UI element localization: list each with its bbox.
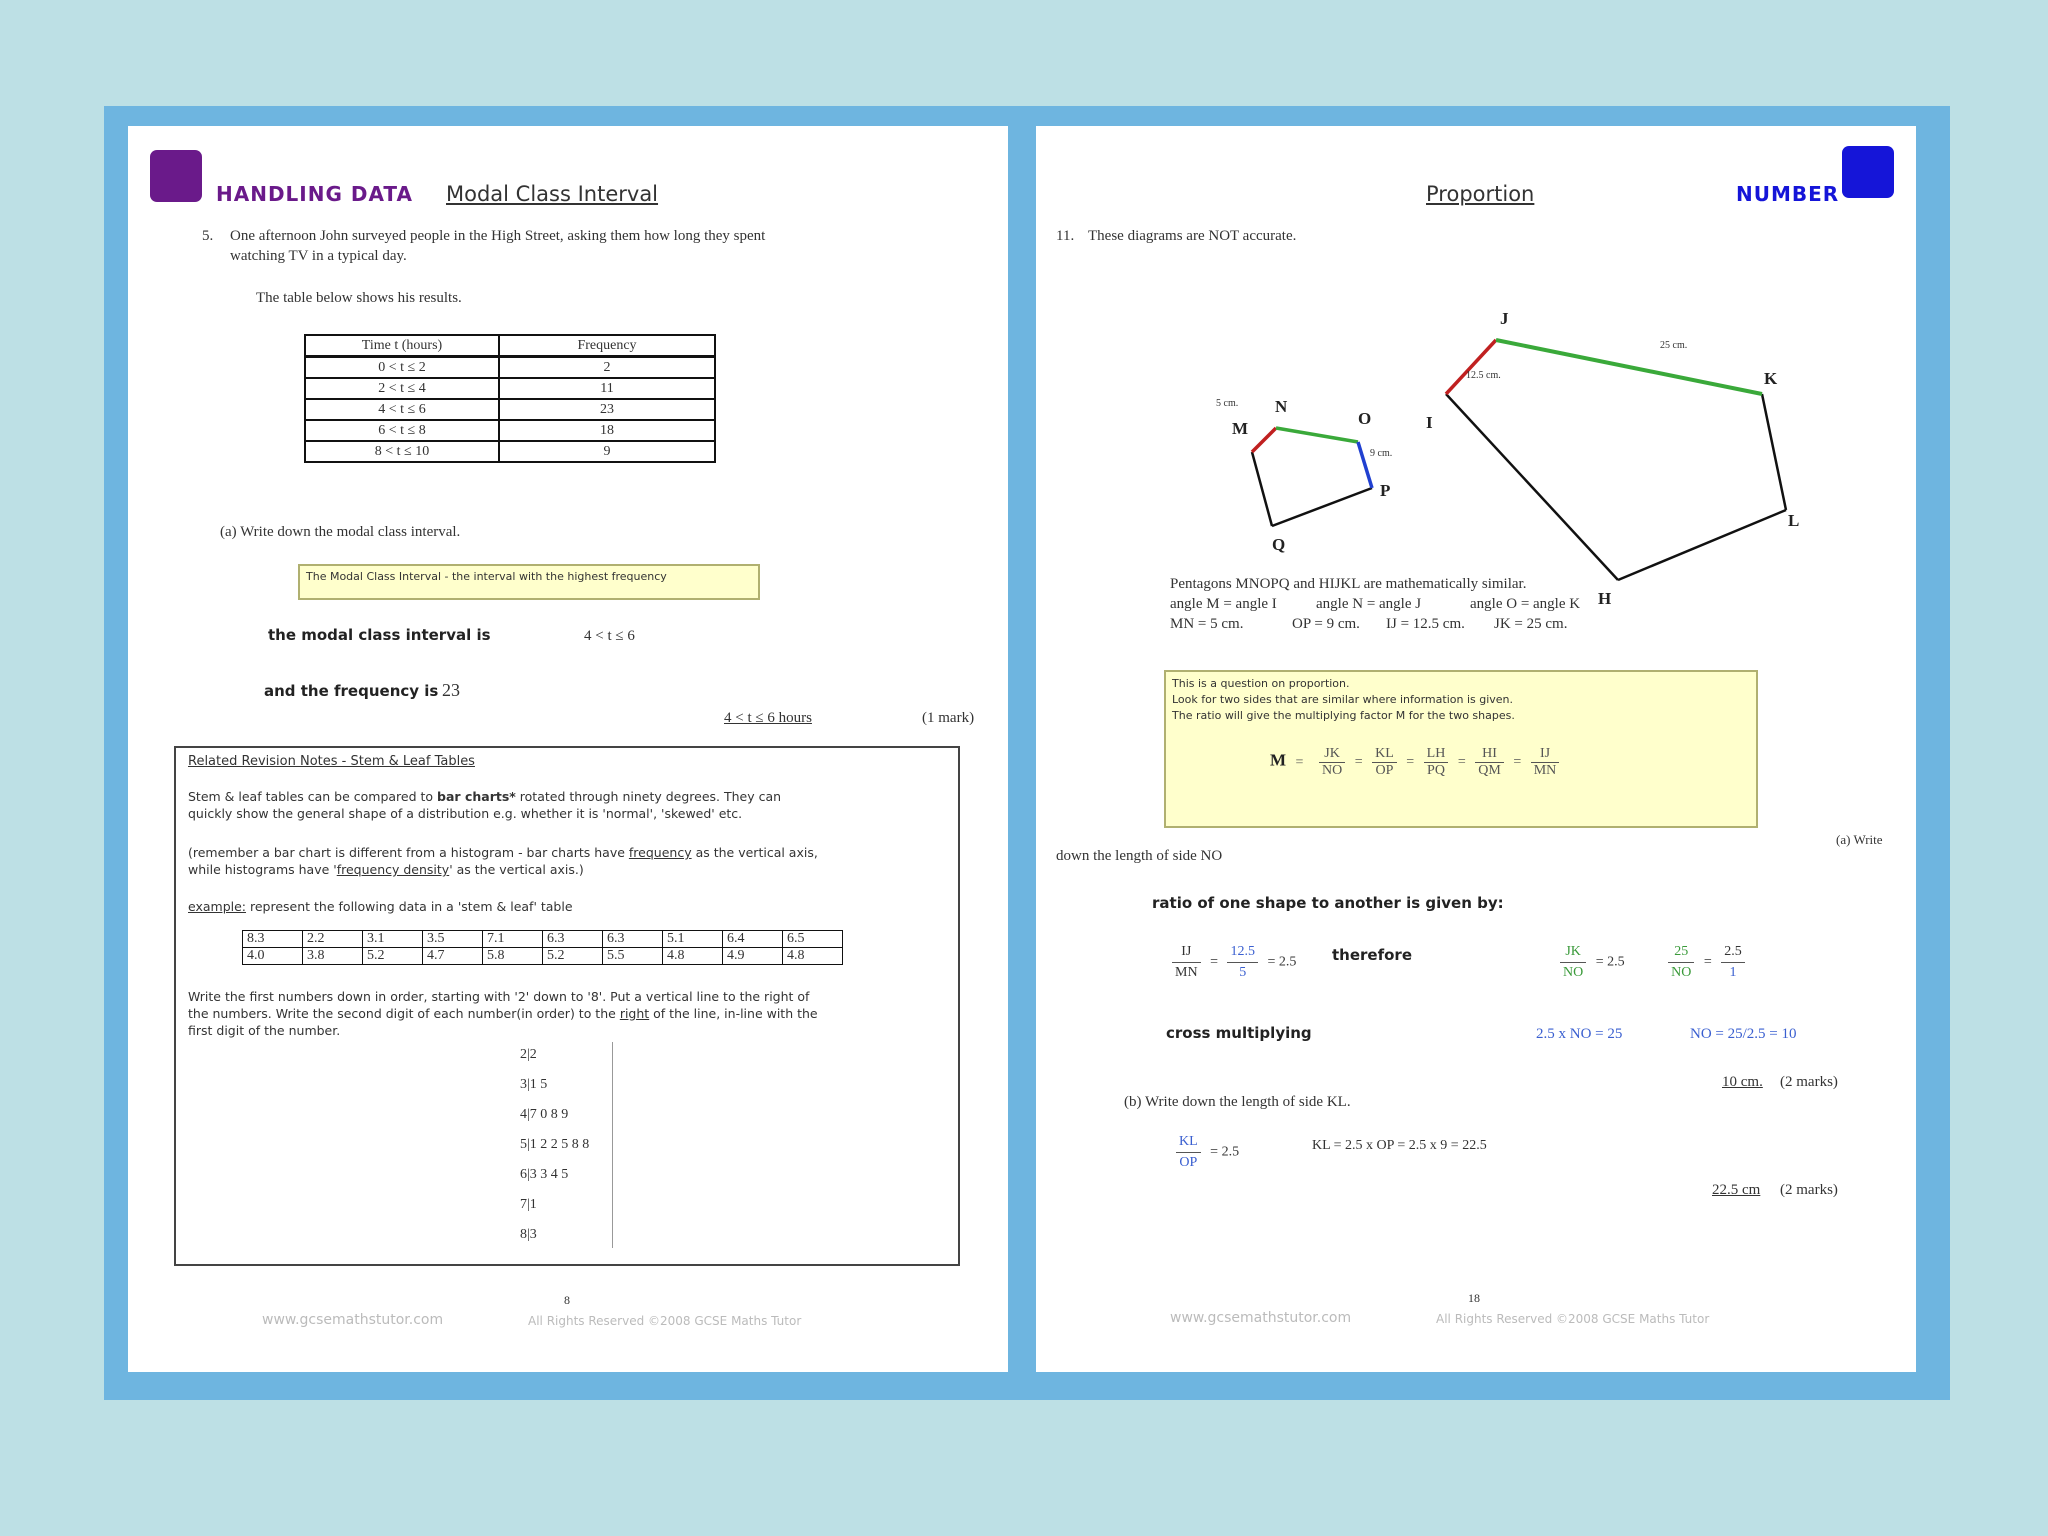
fraction <box>1560 942 1586 983</box>
notes-example <box>188 898 948 915</box>
denominator: MN <box>1533 763 1557 778</box>
label-l: L <box>1788 511 1800 530</box>
notes-text: rotated through ninety degrees. They can <box>515 789 782 804</box>
label-i: I <box>1426 413 1433 432</box>
notes-text: as the vertical axis, <box>691 845 818 860</box>
mark-text: (1 mark) <box>922 710 975 726</box>
hint-text: The Modal Class Interval - the interval with the highest frequency <box>306 570 667 583</box>
left-page <box>128 126 1008 1372</box>
ratio-result: = 2.5 <box>1595 954 1625 970</box>
denominator: NO <box>1563 965 1584 980</box>
equals: = <box>1354 754 1363 770</box>
table-row <box>305 378 715 399</box>
frequency-table <box>304 334 716 463</box>
modal-value: 4 < t ≤ 6 <box>584 628 635 644</box>
cross-step-1: 2.5 x NO = 25 <box>1536 1026 1623 1042</box>
fraction <box>1227 942 1258 983</box>
book-frame <box>104 106 1950 1400</box>
table-cell: 2.2 <box>303 931 363 948</box>
table-cell: 6.3 <box>603 931 663 948</box>
table-cell: 4.0 <box>243 948 303 965</box>
part-a-tail: (a) Write <box>1836 832 1883 847</box>
table-header: Frequency <box>499 335 715 357</box>
edge-hl <box>1618 510 1786 580</box>
topic-heading: Modal Class Interval <box>446 182 659 206</box>
fraction <box>1176 1132 1201 1173</box>
length-ij-text: IJ = 12.5 cm. <box>1386 616 1465 632</box>
notes-title: Related Revision Notes - Stem & Leaf Tables <box>188 754 475 769</box>
notes-underlined: right <box>619 1006 650 1021</box>
number-square-icon <box>1842 146 1894 198</box>
notes-paragraph-2 <box>188 844 948 878</box>
page-number: 8 <box>564 1293 570 1307</box>
table-cell: 5.5 <box>603 948 663 965</box>
fraction <box>1172 942 1201 983</box>
cross-step-2: NO = 25/2.5 = 10 <box>1690 1026 1797 1042</box>
numerator: 2.5 <box>1721 942 1745 963</box>
numerator: KL <box>1176 1132 1201 1153</box>
table-cell: 9 <box>499 441 715 462</box>
numerator: JK <box>1560 942 1586 963</box>
part-a-question: down the length of side NO <box>1056 848 1223 864</box>
numerator: LH <box>1424 746 1449 763</box>
table-cell: 3.1 <box>363 931 423 948</box>
edge-qp <box>1272 488 1372 526</box>
table-row <box>305 441 715 462</box>
edge-jk <box>1496 340 1762 394</box>
equals: = <box>1295 754 1304 770</box>
denominator: 5 <box>1239 965 1247 980</box>
question-number: 5. <box>202 228 214 244</box>
subject-heading: NUMBER <box>1736 182 1840 206</box>
page-number: 18 <box>1468 1291 1480 1305</box>
edge-mn <box>1252 428 1276 452</box>
edge-ij <box>1446 340 1496 394</box>
notes-paragraph-1 <box>188 788 948 822</box>
table-row <box>305 357 715 379</box>
notes-underlined: frequency density <box>336 862 450 877</box>
stem-row: 3|1 5 <box>520 1077 548 1092</box>
edge-ih <box>1446 394 1618 580</box>
therefore-label: therefore <box>1332 946 1412 964</box>
answer-b: 22.5 cm <box>1712 1182 1761 1198</box>
fraction <box>1475 746 1504 779</box>
edge-no <box>1276 428 1358 442</box>
table-cell: 6.5 <box>783 931 843 948</box>
stem-row: 5|1 2 2 5 8 8 <box>520 1137 590 1152</box>
table-cell: 4.8 <box>783 948 843 965</box>
table-cell: 5.8 <box>483 948 543 965</box>
angle-m: angle M = angle I <box>1170 596 1277 612</box>
m-symbol: M <box>1270 750 1287 770</box>
table-cell: 3.5 <box>423 931 483 948</box>
label-h: H <box>1598 589 1612 608</box>
table-cell: 3.8 <box>303 948 363 965</box>
stem-leaf-data-table <box>242 930 843 965</box>
notes-text: the numbers. Write the second digit of each number(in order) to the <box>188 1006 620 1021</box>
denominator: 1 <box>1729 965 1737 980</box>
hint-text: Look for two sides that are similar where information is given. <box>1172 693 1514 706</box>
edge-mq <box>1252 452 1272 526</box>
ratio-formula <box>1270 746 1565 779</box>
hint-text: This is a question on proportion. <box>1172 677 1350 690</box>
topic-heading: Proportion <box>1426 182 1535 206</box>
therefore-calc: $\frac{JK}{NO}$ = 2.5 $\frac{25}{NO}$ = $\frac{2.5}{1}$ <box>1554 942 1751 983</box>
label-p: P <box>1380 481 1391 500</box>
table-row <box>243 931 843 948</box>
length-jk-text: JK = 25 cm. <box>1494 616 1568 632</box>
frequency-value: 23 <box>442 680 460 700</box>
marks-b: (2 marks) <box>1780 1182 1838 1198</box>
denominator: PQ <box>1427 763 1445 778</box>
question-number: 11. <box>1056 228 1075 244</box>
denominator: NO <box>1321 763 1343 778</box>
part-b-question: (b) Write down the length of side KL. <box>1124 1094 1351 1110</box>
table-header: Time t (hours) <box>305 335 499 357</box>
notes-text: (remember a bar chart is different from a histogram - bar charts have <box>188 845 629 860</box>
kl-ratio <box>1170 1132 1239 1173</box>
fraction <box>1721 942 1745 983</box>
fraction <box>1319 746 1345 779</box>
label-m: M <box>1232 419 1249 438</box>
fraction <box>1424 746 1449 779</box>
table-cell: 8.3 <box>243 931 303 948</box>
fraction <box>1668 942 1694 983</box>
angle-n: angle N = angle J <box>1316 596 1422 612</box>
ratio-statement: ratio of one shape to another is given by: <box>1152 894 1504 912</box>
label-j: J <box>1500 309 1509 328</box>
footer-site: www.gcsemathstutor.com <box>1170 1310 1352 1326</box>
stem-row: 7|1 <box>520 1197 537 1212</box>
question-text: These diagrams are NOT accurate. <box>1088 228 1297 244</box>
hint-box <box>298 564 760 600</box>
table-cell: 7.1 <box>483 931 543 948</box>
frequency-label: and the frequency is <box>264 682 439 700</box>
table-cell: 18 <box>499 420 715 441</box>
handling-data-square-icon <box>150 150 202 202</box>
example-label: example: <box>188 899 247 914</box>
denominator: MN <box>1175 965 1198 980</box>
part-a-question: (a) Write down the modal class interval. <box>220 524 461 540</box>
length-mn: 5 cm. <box>1216 398 1239 409</box>
label-k: K <box>1764 369 1778 388</box>
length-jk: 25 cm. <box>1660 340 1688 351</box>
question-text-line1: One afternoon John surveyed people in the High Street, asking them how long they spent <box>230 228 766 244</box>
table-cell: 4.8 <box>663 948 723 965</box>
notes-text: of the line, in-line with the <box>649 1006 818 1021</box>
table-cell: 4.9 <box>723 948 783 965</box>
label-o: O <box>1358 409 1372 428</box>
pentagon-mnopq <box>1252 428 1372 526</box>
hint-text: The ratio will give the multiplying factor M for the two shapes. <box>1172 709 1515 722</box>
proportion-hint-box <box>1164 670 1758 828</box>
footer-rights: All Rights Reserved ©2008 GCSE Maths Tutor <box>1436 1312 1710 1326</box>
stem-leaf-diagram <box>520 1040 589 1250</box>
table-intro: The table below shows his results. <box>256 290 462 306</box>
notes-bold: bar charts* <box>437 789 516 804</box>
label-q: Q <box>1272 535 1286 554</box>
footer-site: www.gcsemathstutor.com <box>262 1312 444 1328</box>
numerator: KL <box>1372 746 1397 763</box>
denominator: QM <box>1478 763 1501 778</box>
equals: = <box>1513 754 1522 770</box>
fraction <box>1372 746 1397 779</box>
equals: = <box>1457 754 1466 770</box>
denominator: OP <box>1179 1155 1198 1170</box>
answer-a: 10 cm. <box>1722 1074 1763 1090</box>
angle-o: angle O = angle K <box>1470 596 1581 612</box>
revision-notes-box <box>174 746 960 1266</box>
question-text-line2: watching TV in a typical day. <box>230 248 407 264</box>
table-cell: 23 <box>499 399 715 420</box>
stem-divider <box>612 1042 613 1248</box>
notes-text: Write the first numbers down in order, starting with '2' down to '8'. Put a vertical line to the right of <box>188 989 810 1004</box>
label-n: N <box>1275 397 1288 416</box>
cross-multiplying-label: cross multiplying <box>1166 1024 1312 1042</box>
table-row <box>305 399 715 420</box>
table-cell: 5.2 <box>543 948 603 965</box>
subject-heading: HANDLING DATA <box>216 182 413 206</box>
notes-text: represent the following data in a 'stem & leaf' table <box>246 899 573 914</box>
hint-lines <box>1172 676 1515 724</box>
notes-text: ' as the vertical axis.) <box>449 862 584 877</box>
footer-rights: All Rights Reserved ©2008 GCSE Maths Tutor <box>528 1314 802 1328</box>
denominator: OP <box>1375 763 1394 778</box>
stem-row: 2|2 <box>520 1047 537 1062</box>
ratio-calc: $\frac{IJ}{MN}$ = $\frac{12.5}{5}$ = 2.5 <box>1166 942 1296 983</box>
notes-instructions <box>188 988 952 1039</box>
numerator: IJ <box>1531 746 1560 763</box>
table-cell: 5.1 <box>663 931 723 948</box>
table-cell: 4 < t ≤ 6 <box>305 399 499 420</box>
table-cell: 11 <box>499 378 715 399</box>
numerator: HI <box>1475 746 1504 763</box>
kl-calculation: KL = 2.5 x OP = 2.5 x 9 = 22.5 <box>1312 1138 1487 1153</box>
table-cell: 4.7 <box>423 948 483 965</box>
table-cell: 0 < t ≤ 2 <box>305 357 499 379</box>
stem-row: 6|3 3 4 5 <box>520 1167 569 1182</box>
numerator: 25 <box>1668 942 1694 963</box>
table-cell: 5.2 <box>363 948 423 965</box>
notes-text: first digit of the number. <box>188 1023 341 1038</box>
table-cell: 6 < t ≤ 8 <box>305 420 499 441</box>
notes-text: quickly show the general shape of a distribution e.g. whether it is 'normal', 'skewed' etc. <box>188 806 743 821</box>
modal-label: the modal class interval is <box>268 626 491 644</box>
notes-text: while histograms have ' <box>188 862 337 877</box>
length-mn-text: MN = 5 cm. <box>1170 616 1244 632</box>
notes-underlined: frequency <box>628 845 692 860</box>
stem-row: 4|7 0 8 9 <box>520 1107 569 1122</box>
length-ij: 12.5 cm. <box>1466 370 1501 381</box>
numerator: IJ <box>1172 942 1201 963</box>
table-row <box>243 948 843 965</box>
denominator: NO <box>1671 965 1692 980</box>
table-cell: 2 <box>499 357 715 379</box>
table-row <box>305 420 715 441</box>
numerator: 12.5 <box>1227 942 1258 963</box>
edge-lk <box>1762 394 1786 510</box>
table-cell: 6.3 <box>543 931 603 948</box>
table-cell: 8 < t ≤ 10 <box>305 441 499 462</box>
ratio-result: = 2.5 <box>1267 954 1297 970</box>
similarity-line1: Pentagons MNOPQ and HIJKL are mathematically similar. <box>1170 576 1527 592</box>
ratio-result: = 2.5 <box>1210 1144 1240 1160</box>
fraction <box>1531 746 1560 779</box>
numerator: JK <box>1319 746 1345 763</box>
marks-a: (2 marks) <box>1780 1074 1838 1090</box>
table-cell: 6.4 <box>723 931 783 948</box>
answer-text: 4 < t ≤ 6 hours <box>724 710 812 726</box>
length-op-text: OP = 9 cm. <box>1292 616 1360 632</box>
equals: = <box>1406 754 1415 770</box>
stem-row: 8|3 <box>520 1227 537 1242</box>
table-cell: 2 < t ≤ 4 <box>305 378 499 399</box>
right-page <box>1036 126 1916 1372</box>
notes-text: Stem & leaf tables can be compared to <box>188 789 438 804</box>
length-op: 9 cm. <box>1370 448 1393 459</box>
